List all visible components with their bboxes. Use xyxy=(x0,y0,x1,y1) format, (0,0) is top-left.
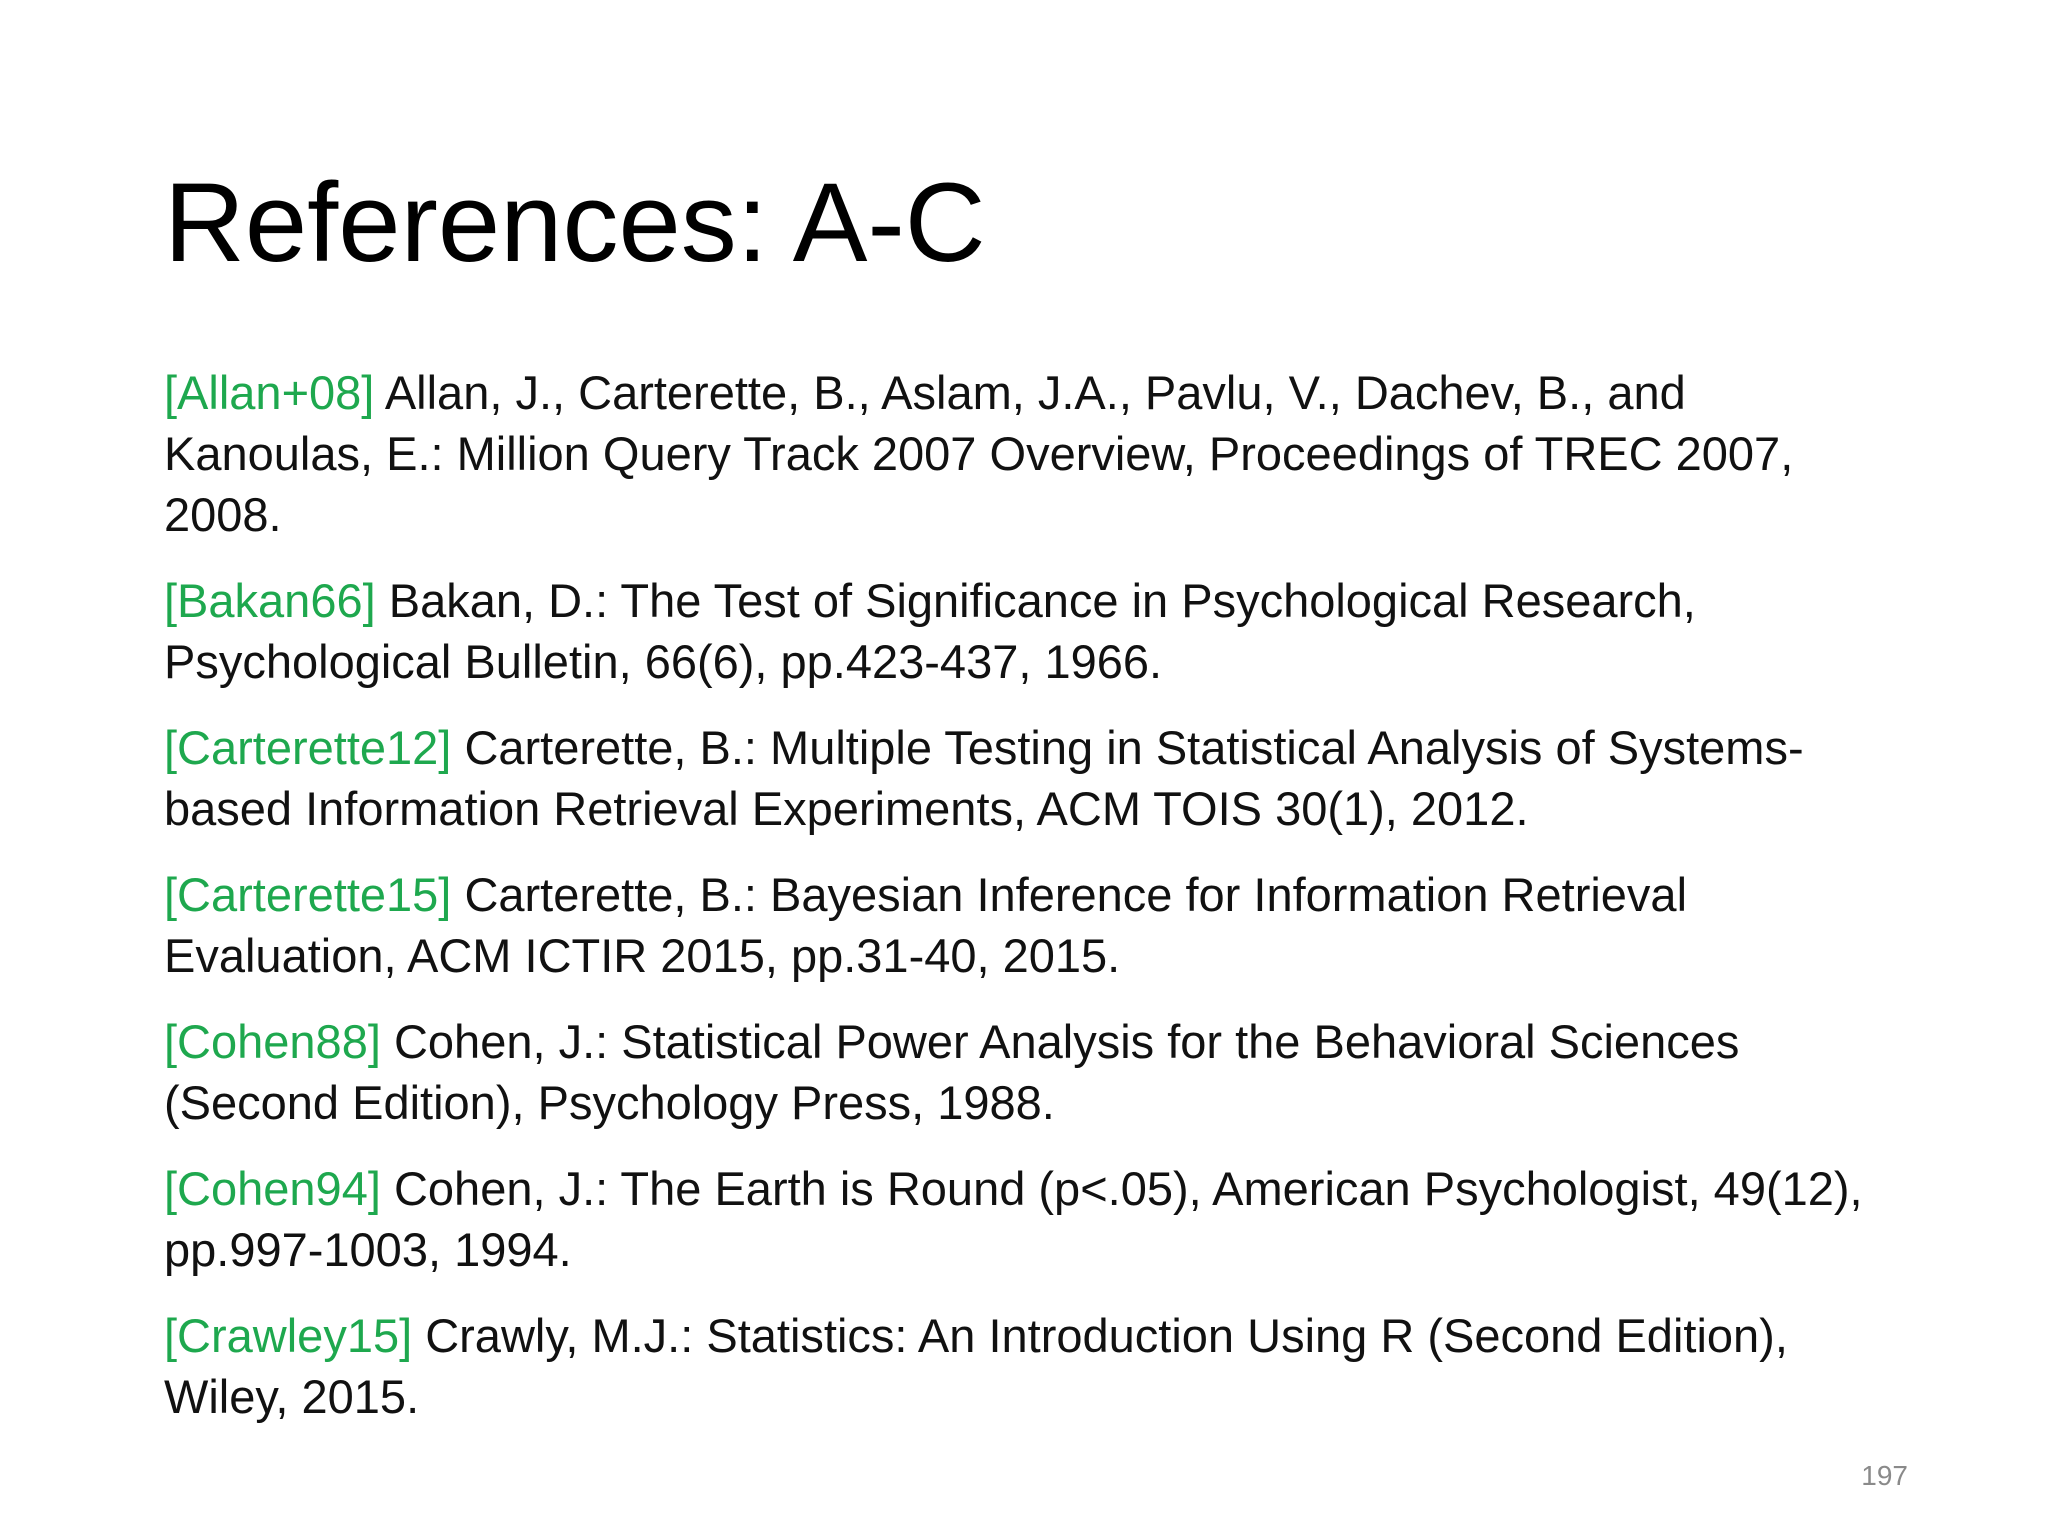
page-number: 197 xyxy=(1861,1460,1908,1491)
reference-key: [Allan+08] xyxy=(164,366,375,419)
reference-item xyxy=(164,864,1904,986)
reference-item xyxy=(164,1305,1904,1427)
reference-item xyxy=(164,717,1904,839)
reference-key: [Cohen94] xyxy=(164,1162,381,1215)
slide-title: References: A-C xyxy=(164,160,986,285)
reference-text: Bakan, D.: The Test of Significance in Psychological Research, Psychological Bulletin, 66(6), pp.423-437, 1966. xyxy=(164,574,1696,688)
reference-key: [Carterette12] xyxy=(164,721,452,774)
reference-key: [Crawley15] xyxy=(164,1309,413,1362)
reference-text: Carterette, B.: Bayesian Inference for Information Retrieval Evaluation, ACM ICTIR 2015, pp.31-40, 2015. xyxy=(164,868,1688,982)
reference-item xyxy=(164,362,1904,545)
reference-text: Cohen, J.: Statistical Power Analysis for the Behavioral Sciences (Second Edition), Psychology Press, 1988. xyxy=(164,1015,1740,1129)
reference-list xyxy=(164,362,1904,1452)
reference-text: Crawly, M.J.: Statistics: An Introduction Using R (Second Edition), Wiley, 2015. xyxy=(164,1309,1788,1423)
reference-item xyxy=(164,1011,1904,1133)
reference-text: Allan, J., Carterette, B., Aslam, J.A., Pavlu, V., Dachev, B., and Kanoulas, E.: Million Query Track 2007 Overview, Proceedings of TREC 2007, 2008. xyxy=(164,366,1794,541)
reference-key: [Cohen88] xyxy=(164,1015,381,1068)
reference-item xyxy=(164,570,1904,692)
reference-key: [Bakan66] xyxy=(164,574,376,627)
reference-text: Carterette, B.: Multiple Testing in Statistical Analysis of Systems-based Information Retrieval Experiments, ACM TOIS 30(1), 2012. xyxy=(164,721,1804,835)
reference-item xyxy=(164,1158,1904,1280)
reference-key: [Carterette15] xyxy=(164,868,452,921)
reference-text: Cohen, J.: The Earth is Round (p<.05), American Psychologist, 49(12), pp.997-1003, 1994. xyxy=(164,1162,1863,1276)
